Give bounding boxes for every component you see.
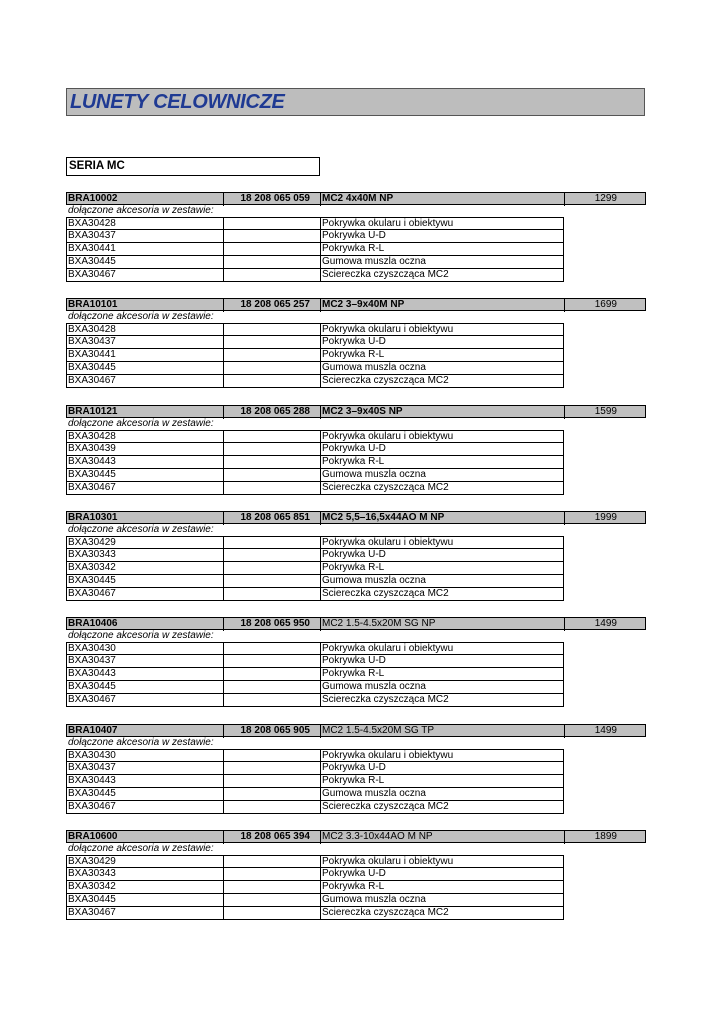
accessory-code: BXA30467 (67, 588, 224, 601)
accessory-empty-cell (224, 243, 321, 256)
product-name: MC2 5,5–16,5x44AO M NP (321, 512, 565, 525)
accessory-row (66, 868, 564, 881)
product-code: BRA10301 (67, 512, 224, 525)
accessory-row (66, 907, 564, 920)
accessory-code: BXA30430 (67, 643, 224, 656)
accessory-code: BXA30445 (67, 469, 224, 482)
accessory-code: BXA30467 (67, 269, 224, 282)
product-price: 1299 (594, 193, 617, 204)
accessory-row (66, 323, 564, 336)
accessory-row (66, 881, 564, 894)
accessory-code: BXA30443 (67, 456, 224, 469)
accessory-code: BXA30430 (67, 750, 224, 763)
accessory-description: Ściereczka czyszcząca MC2 (322, 801, 449, 812)
accessory-description: Gumowa muszla oczna (322, 575, 426, 586)
accessory-row (66, 375, 564, 388)
accessory-empty-cell (224, 375, 321, 388)
accessory-code: BXA30445 (67, 256, 224, 269)
accessory-empty-cell (224, 894, 321, 907)
accessory-row (66, 562, 564, 575)
accessory-row (66, 788, 564, 801)
accessory-row (66, 430, 564, 443)
accessory-code: BXA30467 (67, 801, 224, 814)
accessory-code: BXA30443 (67, 668, 224, 681)
accessory-code: BXA30428 (67, 324, 224, 337)
accessories-note: dołączone akcesoria w zestawie: (68, 524, 214, 535)
accessory-code: BXA30445 (67, 681, 224, 694)
accessory-row (66, 456, 564, 469)
accessory-row (66, 256, 564, 269)
accessory-description: Pokrywka U-D (322, 868, 386, 879)
product-price: 1899 (594, 831, 617, 842)
product-code: BRA10600 (67, 831, 224, 844)
product-code: BRA10002 (67, 193, 224, 206)
accessory-row (66, 362, 564, 375)
accessory-row (66, 801, 564, 814)
product-header-row (66, 405, 646, 418)
accessory-empty-cell (224, 349, 321, 362)
accessory-description: Gumowa muszla oczna (322, 362, 426, 373)
accessory-code: BXA30428 (67, 218, 224, 231)
product-price: 1499 (594, 725, 617, 736)
accessory-description: Ściereczka czyszcząca MC2 (322, 375, 449, 386)
accessory-description: Pokrywka U-D (322, 655, 386, 666)
accessory-row (66, 243, 564, 256)
accessory-code: BXA30445 (67, 575, 224, 588)
accessory-row (66, 482, 564, 495)
product-ean: 18 208 065 059 (224, 193, 321, 206)
series-label: SERIA MC (69, 160, 125, 172)
accessory-code: BXA30443 (67, 775, 224, 788)
page-title: LUNETY CELOWNICZE (70, 91, 285, 113)
product-header-row (66, 617, 646, 630)
accessory-row (66, 668, 564, 681)
accessory-code: BXA30437 (67, 655, 224, 668)
accessory-row (66, 762, 564, 775)
accessory-code: BXA30445 (67, 788, 224, 801)
accessory-row (66, 443, 564, 456)
accessory-description: Pokrywka R-L (322, 881, 385, 892)
accessory-empty-cell (224, 336, 321, 349)
product-price: 1699 (594, 299, 617, 310)
accessory-row (66, 230, 564, 243)
accessory-description: Pokrywka R-L (322, 562, 385, 573)
accessory-row (66, 694, 564, 707)
product-ean: 18 208 065 394 (224, 831, 321, 844)
accessory-empty-cell (224, 443, 321, 456)
product-ean: 18 208 065 288 (224, 406, 321, 419)
accessory-empty-cell (224, 681, 321, 694)
accessory-description: Ściereczka czyszcząca MC2 (322, 907, 449, 918)
accessory-description: Pokrywka U-D (322, 230, 386, 241)
product-ean: 18 208 065 257 (224, 299, 321, 312)
accessory-row (66, 269, 564, 282)
accessory-code: BXA30437 (67, 230, 224, 243)
accessory-row (66, 642, 564, 655)
accessory-empty-cell (224, 588, 321, 601)
accessory-code: BXA30439 (67, 443, 224, 456)
accessory-row (66, 655, 564, 668)
product-ean: 18 208 065 905 (224, 725, 321, 738)
product-name: MC2 1.5-4.5x20M SG TP (321, 725, 565, 738)
product-header-row (66, 511, 646, 524)
accessory-description: Ściereczka czyszcząca MC2 (322, 269, 449, 280)
accessory-code: BXA30467 (67, 375, 224, 388)
product-ean: 18 208 065 851 (224, 512, 321, 525)
accessory-description: Ściereczka czyszcząca MC2 (322, 588, 449, 599)
accessory-row (66, 349, 564, 362)
accessory-description: Ściereczka czyszcząca MC2 (322, 482, 449, 493)
product-name: MC2 3–9x40S NP (321, 406, 565, 419)
accessory-code: BXA30445 (67, 362, 224, 375)
accessory-description: Pokrywka R-L (322, 668, 385, 679)
accessories-note: dołączone akcesoria w zestawie: (68, 311, 214, 322)
accessory-description: Pokrywka U-D (322, 336, 386, 347)
accessory-description: Pokrywka okularu i obiektywu (322, 750, 454, 761)
product-header-row (66, 830, 646, 843)
accessories-note: dołączone akcesoria w zestawie: (68, 843, 214, 854)
accessory-empty-cell (224, 456, 321, 469)
accessory-description: Pokrywka U-D (322, 443, 386, 454)
accessories-note: dołączone akcesoria w zestawie: (68, 418, 214, 429)
product-header-row (66, 298, 646, 311)
accessory-description: Ściereczka czyszcząca MC2 (322, 694, 449, 705)
title-banner (66, 88, 645, 116)
product-name: MC2 1.5-4.5x20M SG NP (321, 618, 565, 631)
accessory-description: Pokrywka R-L (322, 349, 385, 360)
accessory-empty-cell (224, 801, 321, 814)
accessory-empty-cell (224, 362, 321, 375)
accessory-row (66, 336, 564, 349)
accessory-description: Pokrywka okularu i obiektywu (322, 431, 454, 442)
accessory-code: BXA30437 (67, 762, 224, 775)
accessory-empty-cell (224, 881, 321, 894)
accessory-row (66, 749, 564, 762)
accessory-code: BXA30445 (67, 894, 224, 907)
accessory-description: Pokrywka okularu i obiektywu (322, 856, 454, 867)
accessory-code: BXA30467 (67, 482, 224, 495)
accessory-description: Gumowa muszla oczna (322, 894, 426, 905)
product-ean: 18 208 065 950 (224, 618, 321, 631)
accessory-description: Pokrywka okularu i obiektywu (322, 324, 454, 335)
product-code: BRA10406 (67, 618, 224, 631)
accessory-row (66, 217, 564, 230)
product-header-row (66, 724, 646, 737)
accessory-row (66, 894, 564, 907)
accessory-description: Pokrywka R-L (322, 456, 385, 467)
accessory-row (66, 549, 564, 562)
accessory-row (66, 469, 564, 482)
accessory-description: Gumowa muszla oczna (322, 681, 426, 692)
product-name: MC2 3.3-10x44AO M NP (321, 831, 565, 844)
accessory-row (66, 855, 564, 868)
product-code: BRA10121 (67, 406, 224, 419)
accessory-empty-cell (224, 788, 321, 801)
product-price: 1499 (594, 618, 617, 629)
accessory-code: BXA30428 (67, 431, 224, 444)
accessory-row (66, 775, 564, 788)
accessory-code: BXA30343 (67, 549, 224, 562)
product-name: MC2 3–9x40M NP (321, 299, 565, 312)
accessory-description: Pokrywka okularu i obiektywu (322, 643, 454, 654)
accessory-description: Pokrywka R-L (322, 243, 385, 254)
accessory-empty-cell (224, 907, 321, 920)
accessory-description: Pokrywka R-L (322, 775, 385, 786)
accessory-code: BXA30441 (67, 243, 224, 256)
accessory-code: BXA30343 (67, 868, 224, 881)
accessory-empty-cell (224, 482, 321, 495)
accessory-empty-cell (224, 694, 321, 707)
accessory-empty-cell (224, 762, 321, 775)
accessories-note: dołączone akcesoria w zestawie: (68, 205, 214, 216)
accessory-empty-cell (224, 655, 321, 668)
product-name: MC2 4x40M NP (321, 193, 565, 206)
accessory-description: Gumowa muszla oczna (322, 788, 426, 799)
series-header (66, 157, 320, 176)
accessory-code: BXA30441 (67, 349, 224, 362)
accessory-code: BXA30467 (67, 907, 224, 920)
accessory-description: Gumowa muszla oczna (322, 469, 426, 480)
product-code: BRA10407 (67, 725, 224, 738)
product-price: 1599 (594, 406, 617, 417)
accessory-empty-cell (224, 549, 321, 562)
accessories-note: dołączone akcesoria w zestawie: (68, 630, 214, 641)
accessory-code: BXA30437 (67, 336, 224, 349)
accessory-description: Pokrywka okularu i obiektywu (322, 537, 454, 548)
accessory-empty-cell (224, 575, 321, 588)
accessory-empty-cell (224, 230, 321, 243)
accessory-row (66, 536, 564, 549)
accessory-empty-cell (224, 668, 321, 681)
accessory-description: Pokrywka U-D (322, 762, 386, 773)
accessory-empty-cell (224, 469, 321, 482)
accessory-row (66, 588, 564, 601)
accessory-empty-cell (224, 269, 321, 282)
accessory-code: BXA30342 (67, 562, 224, 575)
accessory-empty-cell (224, 562, 321, 575)
product-price: 1999 (594, 512, 617, 523)
accessory-code: BXA30342 (67, 881, 224, 894)
accessory-description: Pokrywka okularu i obiektywu (322, 218, 454, 229)
accessory-description: Pokrywka U-D (322, 549, 386, 560)
product-code: BRA10101 (67, 299, 224, 312)
accessory-code: BXA30429 (67, 856, 224, 869)
accessory-empty-cell (224, 256, 321, 269)
accessory-row (66, 681, 564, 694)
accessory-row (66, 575, 564, 588)
product-header-row (66, 192, 646, 205)
accessories-note: dołączone akcesoria w zestawie: (68, 737, 214, 748)
accessory-empty-cell (224, 868, 321, 881)
accessory-empty-cell (224, 775, 321, 788)
accessory-code: BXA30467 (67, 694, 224, 707)
accessory-code: BXA30429 (67, 537, 224, 550)
accessory-description: Gumowa muszla oczna (322, 256, 426, 267)
